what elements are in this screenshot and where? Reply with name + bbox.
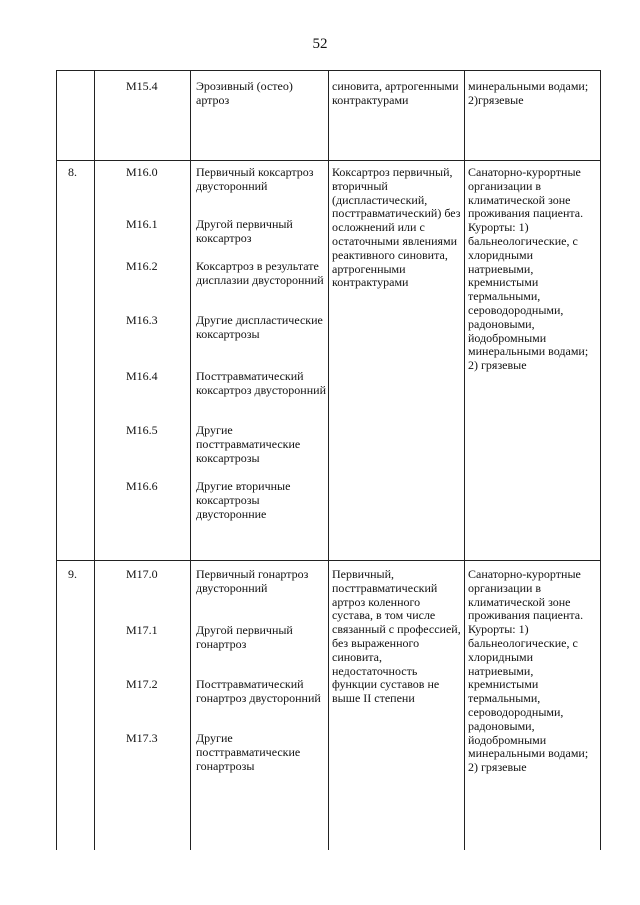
clinical-description: синовита, артрогенными контрактурами — [332, 79, 459, 107]
clinical-description: Первичный, посттравматический артроз коленного сустава, в том числе связанный с профессией, без выраженного синовита, недостаточность функции суставов не выше II степени — [332, 567, 461, 706]
column-rule — [94, 70, 95, 850]
icd-code: М16.2 — [126, 259, 158, 273]
diagnosis-name: Другой первичный коксартроз — [196, 217, 293, 245]
icd-code: М17.3 — [126, 731, 158, 745]
row-number: 9. — [68, 567, 77, 581]
diagnosis-name: Первичный гонартроз двусторонний — [196, 567, 309, 595]
diagnosis-name: Другие вторичные коксартрозы двусторонние — [196, 479, 291, 521]
diagnosis-name: Другие диспластические коксартрозы — [196, 313, 323, 341]
column-rule — [56, 70, 57, 850]
column-rule — [600, 70, 601, 850]
diagnosis-name: Посттравматический коксартроз двусторонний — [196, 369, 326, 397]
clinical-description: Коксартроз первичный, вторичный (диспластический, посттравматический) без осложнений или с остаточными явлениями реактивного синовита, артрогенными контрактурами — [332, 165, 461, 290]
icd-code: М16.5 — [126, 423, 158, 437]
icd-code: М16.1 — [126, 217, 158, 231]
diagnosis-name: Эрозивный (остео) артроз — [196, 79, 293, 107]
diagnosis-name: Коксартроз в результате дисплазии двусторонний — [196, 259, 324, 287]
icd-code: М16.0 — [126, 165, 158, 179]
icd-code: М16.4 — [126, 369, 158, 383]
diagnosis-name: Другой первичный гонартроз — [196, 623, 293, 651]
icd-code: М17.0 — [126, 567, 158, 581]
diagnosis-name: Другие посттравматические гонартрозы — [196, 731, 301, 773]
icd-code: М16.6 — [126, 479, 158, 493]
treatment-recommendation: минеральными водами; 2)грязевые — [468, 79, 589, 107]
column-rule — [464, 70, 465, 850]
diagnosis-name: Первичный коксартроз двусторонний — [196, 165, 314, 193]
treatment-recommendation: Санаторно-курортные организации в климатической зоне проживания пациента. Курорты: 1) бальнеологические, с хлоридными натриевыми, кремнистыми термальными, сероводородными, радоновыми, йодобромными минеральными водами; 2) грязевые — [468, 165, 589, 373]
diagnosis-name: Посттравматический гонартроз двусторонний — [196, 677, 321, 705]
icd-code: М16.3 — [126, 313, 158, 327]
column-rule — [190, 70, 191, 850]
page-number: 52 — [312, 36, 328, 52]
icd-code: М17.2 — [126, 677, 158, 691]
icd-code: М17.1 — [126, 623, 158, 637]
row-number: 8. — [68, 165, 77, 179]
column-rule — [328, 70, 329, 850]
medical-table — [56, 70, 601, 850]
icd-code: М15.4 — [126, 79, 158, 93]
treatment-recommendation: Санаторно-курортные организации в климатической зоне проживания пациента. Курорты: 1) бальнеологические, с хлоридными натриевыми, кремнистыми термальными, сероводородными, радоновыми, йодобромными минеральными водами; 2) грязевые — [468, 567, 589, 775]
diagnosis-name: Другие посттравматические коксартрозы — [196, 423, 301, 465]
